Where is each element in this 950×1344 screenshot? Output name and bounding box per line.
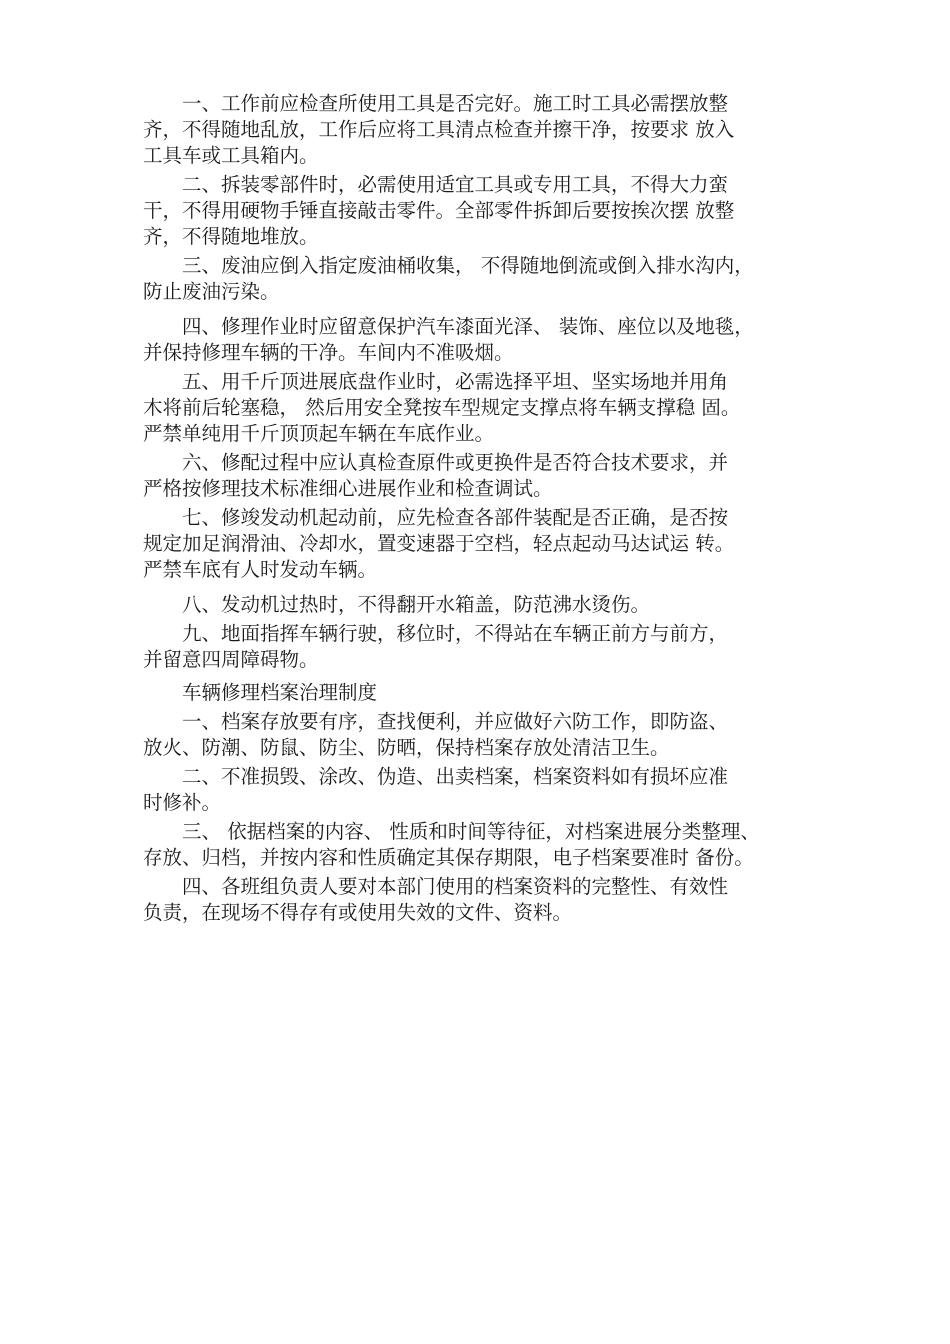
archive-rule-1: 一、档案存放要有序，查找便利，并应做好六防工作，即防盗、 放火、防潮、防鼠、防尘、防晒，保持档案存放处清洁卫生。 [143, 710, 729, 759]
rule-7: 七、修竣发动机起动前，应先检查各部件装配是否正确，是否按 规定加足润滑油、冷却水，置变速器于空档，轻点起动马达试运 转。 严禁车底有人时发动车辆。 [143, 506, 735, 581]
archive-section-title: 车辆修理档案治理制度 [182, 681, 378, 704]
archive-rule-4: 四、各班组负责人要对本部门使用的档案资料的完整性、有效性 负责，在现场不得存有或使用失效的文件、资料。 [143, 875, 729, 924]
rule-5: 五、用千斤顶进展底盘作业时，必需选择平坦、坚实场地并用角 木将前后轮塞稳， 然后用安全凳按车型规定支撑点将车辆支撑稳 固。 严禁单纯用千斤顶顶起车辆在车底作业。 [143, 370, 741, 445]
rule-4: 四、修理作业时应留意保护汽车漆面光泽、 装饰、座位以及地毯， 并保持修理车辆的干净。车间内不准吸烟。 [143, 315, 754, 364]
rule-2: 二、拆装零部件时，必需使用适宜工具或专用工具，不得大力蛮 干，不得用硬物手锤直接敲击零件。全部零件拆卸后要按挨次摆 放整 齐，不得随地堆放。 [143, 173, 735, 248]
document-body [143, 91, 815, 926]
rule-3: 三、废油应倒入指定废油桶收集， 不得随地倒流或倒入排水沟内， 防止废油污染。 [143, 254, 754, 303]
archive-rule-2: 二、不准损毁、涂改、伪造、出卖档案，档案资料如有损坏应准 时修补。 [143, 765, 729, 814]
rule-9: 九、地面指挥车辆行驶，移位时，不得站在车辆正前方与前方， 并留意四周障碍物。 [143, 622, 729, 671]
rule-1: 一、工作前应检查所使用工具是否完好。施工时工具必需摆放整 齐，不得随地乱放，工作后应将工具清点检查并擦干净，按要求 放入 工具车或工具箱内。 [143, 92, 735, 167]
archive-rule-3: 三、 依据档案的内容、 性质和时间等待征，对档案进展分类整理、 存放、归档，并按内容和性质确定其保存期限，电子档案要准时 备份。 [143, 820, 760, 869]
rule-8: 八、发动机过热时，不得翻开水箱盖，防范沸水烫伤。 [182, 593, 651, 616]
rule-6: 六、修配过程中应认真检查原件或更换件是否符合技术要求，并 严格按修理技术标准细心进展作业和检查调试。 [143, 451, 729, 500]
